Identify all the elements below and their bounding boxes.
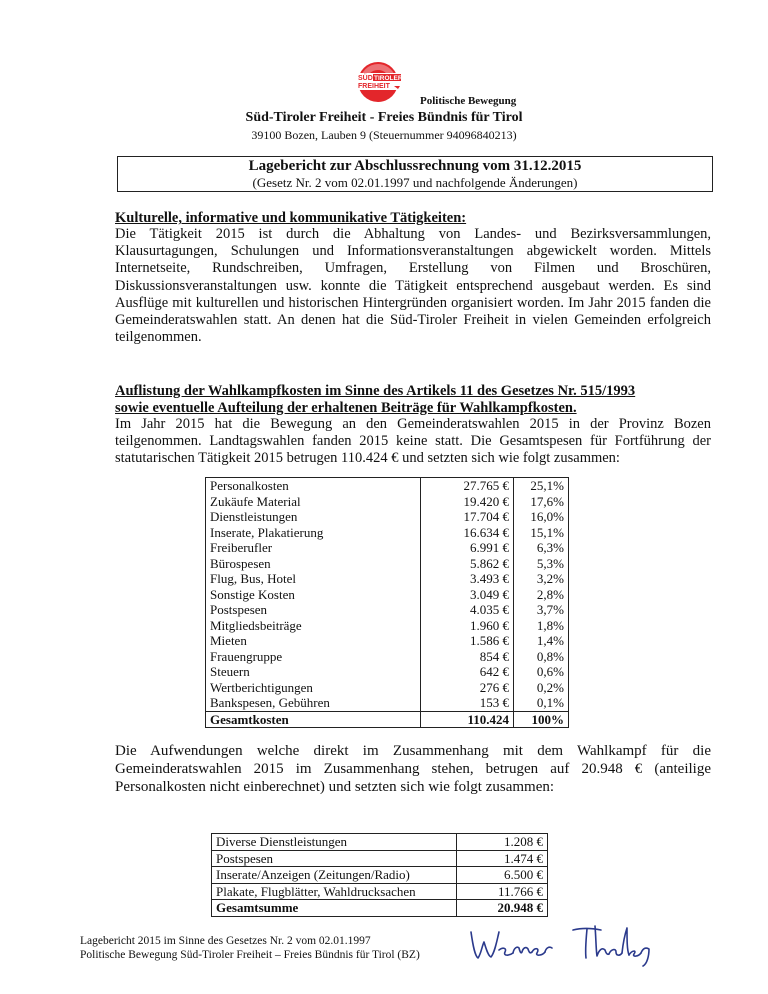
org-address: 39100 Bozen, Lauben 9 (Steuernummer 94096840213) xyxy=(251,128,517,142)
cost-percent: 0,1% xyxy=(514,695,569,711)
cost-amount: 16.634 € xyxy=(421,525,514,541)
campaign-cost-amount: 6.500 € xyxy=(457,867,548,884)
cost-amount: 854 € xyxy=(421,649,514,665)
table-row xyxy=(206,525,569,541)
cost-amount: 4.035 € xyxy=(421,602,514,618)
cost-amount: 642 € xyxy=(421,664,514,680)
cost-name: Personalkosten xyxy=(206,478,421,494)
cost-amount: 1.586 € xyxy=(421,633,514,649)
table-row xyxy=(206,540,569,556)
table-row xyxy=(212,867,548,884)
cost-percent: 0,6% xyxy=(514,664,569,680)
report-subtitle: (Gesetz Nr. 2 vom 02.01.1997 und nachfolgende Änderungen) xyxy=(252,175,578,190)
cost-amount: 5.862 € xyxy=(421,556,514,572)
table-row xyxy=(212,834,548,851)
logo-word-freiheit: FREIHEIT xyxy=(358,83,390,90)
cost-amount: 3.049 € xyxy=(421,587,514,603)
cost-name: Dienstleistungen xyxy=(206,509,421,525)
cost-percent: 17,6% xyxy=(514,494,569,510)
section2-heading-line2: sowie eventuelle Aufteilung der erhaltenen Beiträge für Wahlkampfkosten. xyxy=(115,400,577,416)
table-row xyxy=(206,587,569,603)
footer-line1: Lagebericht 2015 im Sinne des Gesetzes Nr. 2 vom 02.01.1997 xyxy=(80,935,371,947)
section1-heading: Kulturelle, informative und kommunikative Tätigkeiten: xyxy=(115,210,467,226)
party-logo xyxy=(350,58,414,106)
cost-name: Bankspesen, Gebühren xyxy=(206,695,421,711)
cost-percent: 0,8% xyxy=(514,649,569,665)
footer xyxy=(80,934,420,962)
table-row xyxy=(206,556,569,572)
table-row xyxy=(206,680,569,696)
table-row xyxy=(206,695,569,711)
campaign-cost-amount: 1.474 € xyxy=(457,850,548,867)
report-title: Lagebericht zur Abschlussrechnung vom 31.12.2015 xyxy=(248,158,582,174)
logo-word-tiroler: TIROLER xyxy=(374,75,403,82)
total-percent: 100% xyxy=(514,711,569,728)
cost-percent: 1,4% xyxy=(514,633,569,649)
cost-name: Wertberichtigungen xyxy=(206,680,421,696)
cost-amount: 153 € xyxy=(421,695,514,711)
table-row xyxy=(206,649,569,665)
org-name: Süd-Tiroler Freiheit - Freies Bündnis für Tirol xyxy=(245,110,523,125)
total-row xyxy=(212,900,548,917)
cost-amount: 19.420 € xyxy=(421,494,514,510)
section2-heading-line1: Auflistung der Wahlkampfkosten im Sinne des Artikels 11 des Gesetzes Nr. 515/1993 xyxy=(115,383,636,399)
campaign-cost-name: Diverse Dienstleistungen xyxy=(212,834,457,851)
cost-name: Sonstige Kosten xyxy=(206,587,421,603)
section2-text: Im Jahr 2015 hat die Bewegung an den Gemeinderatswahlen 2015 in der Provinz Bozen teilgenommen. Landtagswahlen fanden 2015 keine statt. Die Gesamtspesen für Fortführung der statutarischen Tätigkeit 2015 betrugen 110.424 € und setzten sich wie folgt zusammen: xyxy=(115,416,711,467)
table-row xyxy=(206,571,569,587)
campaign-cost-table xyxy=(211,833,548,917)
cost-percent: 2,8% xyxy=(514,587,569,603)
cost-name: Bürospesen xyxy=(206,556,421,572)
handwritten-signature xyxy=(465,920,665,968)
cost-amount: 3.493 € xyxy=(421,571,514,587)
campaign-cost-name: Postspesen xyxy=(212,850,457,867)
cost-name: Mitgliedsbeiträge xyxy=(206,618,421,634)
campaign-cost-name: Plakate, Flugblätter, Wahldrucksachen xyxy=(212,883,457,900)
cost-name: Mieten xyxy=(206,633,421,649)
total-row xyxy=(206,711,569,728)
report-title-box xyxy=(117,156,713,192)
cost-amount: 1.960 € xyxy=(421,618,514,634)
logo-word-sued: SÜD xyxy=(358,75,373,82)
cost-percent: 6,3% xyxy=(514,540,569,556)
cost-name: Freiberufler xyxy=(206,540,421,556)
section3-text: Die Aufwendungen welche direkt im Zusammenhang mit dem Wahlkampf für die Gemeinderatswahlen 2015 im Zusammenhang stehen, betrugen auf 20.948 € (anteilige Personalkosten nicht einberechnet) und setzten sich wie folgt zusammen: xyxy=(115,743,711,796)
cost-name: Flug, Bus, Hotel xyxy=(206,571,421,587)
cost-percent: 1,8% xyxy=(514,618,569,634)
cost-amount: 6.991 € xyxy=(421,540,514,556)
campaign-total-amount: 20.948 € xyxy=(457,900,548,917)
cost-percent: 0,2% xyxy=(514,680,569,696)
section1-text: Die Tätigkeit 2015 ist durch die Abhaltung von Landes- und Bezirksversammlungen, Klausurtagungen, Schulungen und Informationsveranstaltungen abgewickelt worden. Mittels Internetseite, Rundschreiben, Umfragen, Erstellung von Filmen und Broschüren, Diskussionsveranstaltungen usw. konnte die Tätigkeit entsprechend ausgebaut werden. Es sind Ausflüge mit kulturellen und historischen Hintergründen organisiert worden. Im Jahr 2015 fanden die Gemeinderatswahlen statt. An denen hat die Süd-Tiroler Freiheit in vielen Gemeinden erfolgreich teilgenommen. xyxy=(115,226,711,346)
cost-percent: 15,1% xyxy=(514,525,569,541)
table-row xyxy=(206,478,569,494)
table-row xyxy=(206,509,569,525)
table-row xyxy=(212,850,548,867)
cost-percent: 25,1% xyxy=(514,478,569,494)
section2-heading xyxy=(115,383,710,417)
cost-name: Postspesen xyxy=(206,602,421,618)
total-amount: 110.424 xyxy=(421,711,514,728)
cost-amount: 27.765 € xyxy=(421,478,514,494)
cost-percent: 5,3% xyxy=(514,556,569,572)
cost-name: Zukäufe Material xyxy=(206,494,421,510)
cost-percent: 3,7% xyxy=(514,602,569,618)
cost-name: Inserate, Plakatierung xyxy=(206,525,421,541)
table-row xyxy=(206,664,569,680)
cost-name: Frauengruppe xyxy=(206,649,421,665)
campaign-cost-amount: 1.208 € xyxy=(457,834,548,851)
cost-amount: 276 € xyxy=(421,680,514,696)
cost-name: Steuern xyxy=(206,664,421,680)
cost-percent: 3,2% xyxy=(514,571,569,587)
table-row xyxy=(206,618,569,634)
table-row xyxy=(206,494,569,510)
campaign-total-label: Gesamtsumme xyxy=(212,900,457,917)
table-row xyxy=(212,883,548,900)
total-label: Gesamtkosten xyxy=(206,711,421,728)
cost-percent: 16,0% xyxy=(514,509,569,525)
footer-line2: Politische Bewegung Süd-Tiroler Freiheit – Freies Bündnis für Tirol (BZ) xyxy=(80,949,420,961)
campaign-cost-name: Inserate/Anzeigen (Zeitungen/Radio) xyxy=(212,867,457,884)
table-row xyxy=(206,633,569,649)
campaign-cost-amount: 11.766 € xyxy=(457,883,548,900)
org-subtitle: Politische Bewegung xyxy=(420,95,517,107)
table-row xyxy=(206,602,569,618)
cost-amount: 17.704 € xyxy=(421,509,514,525)
cost-table xyxy=(205,477,569,728)
